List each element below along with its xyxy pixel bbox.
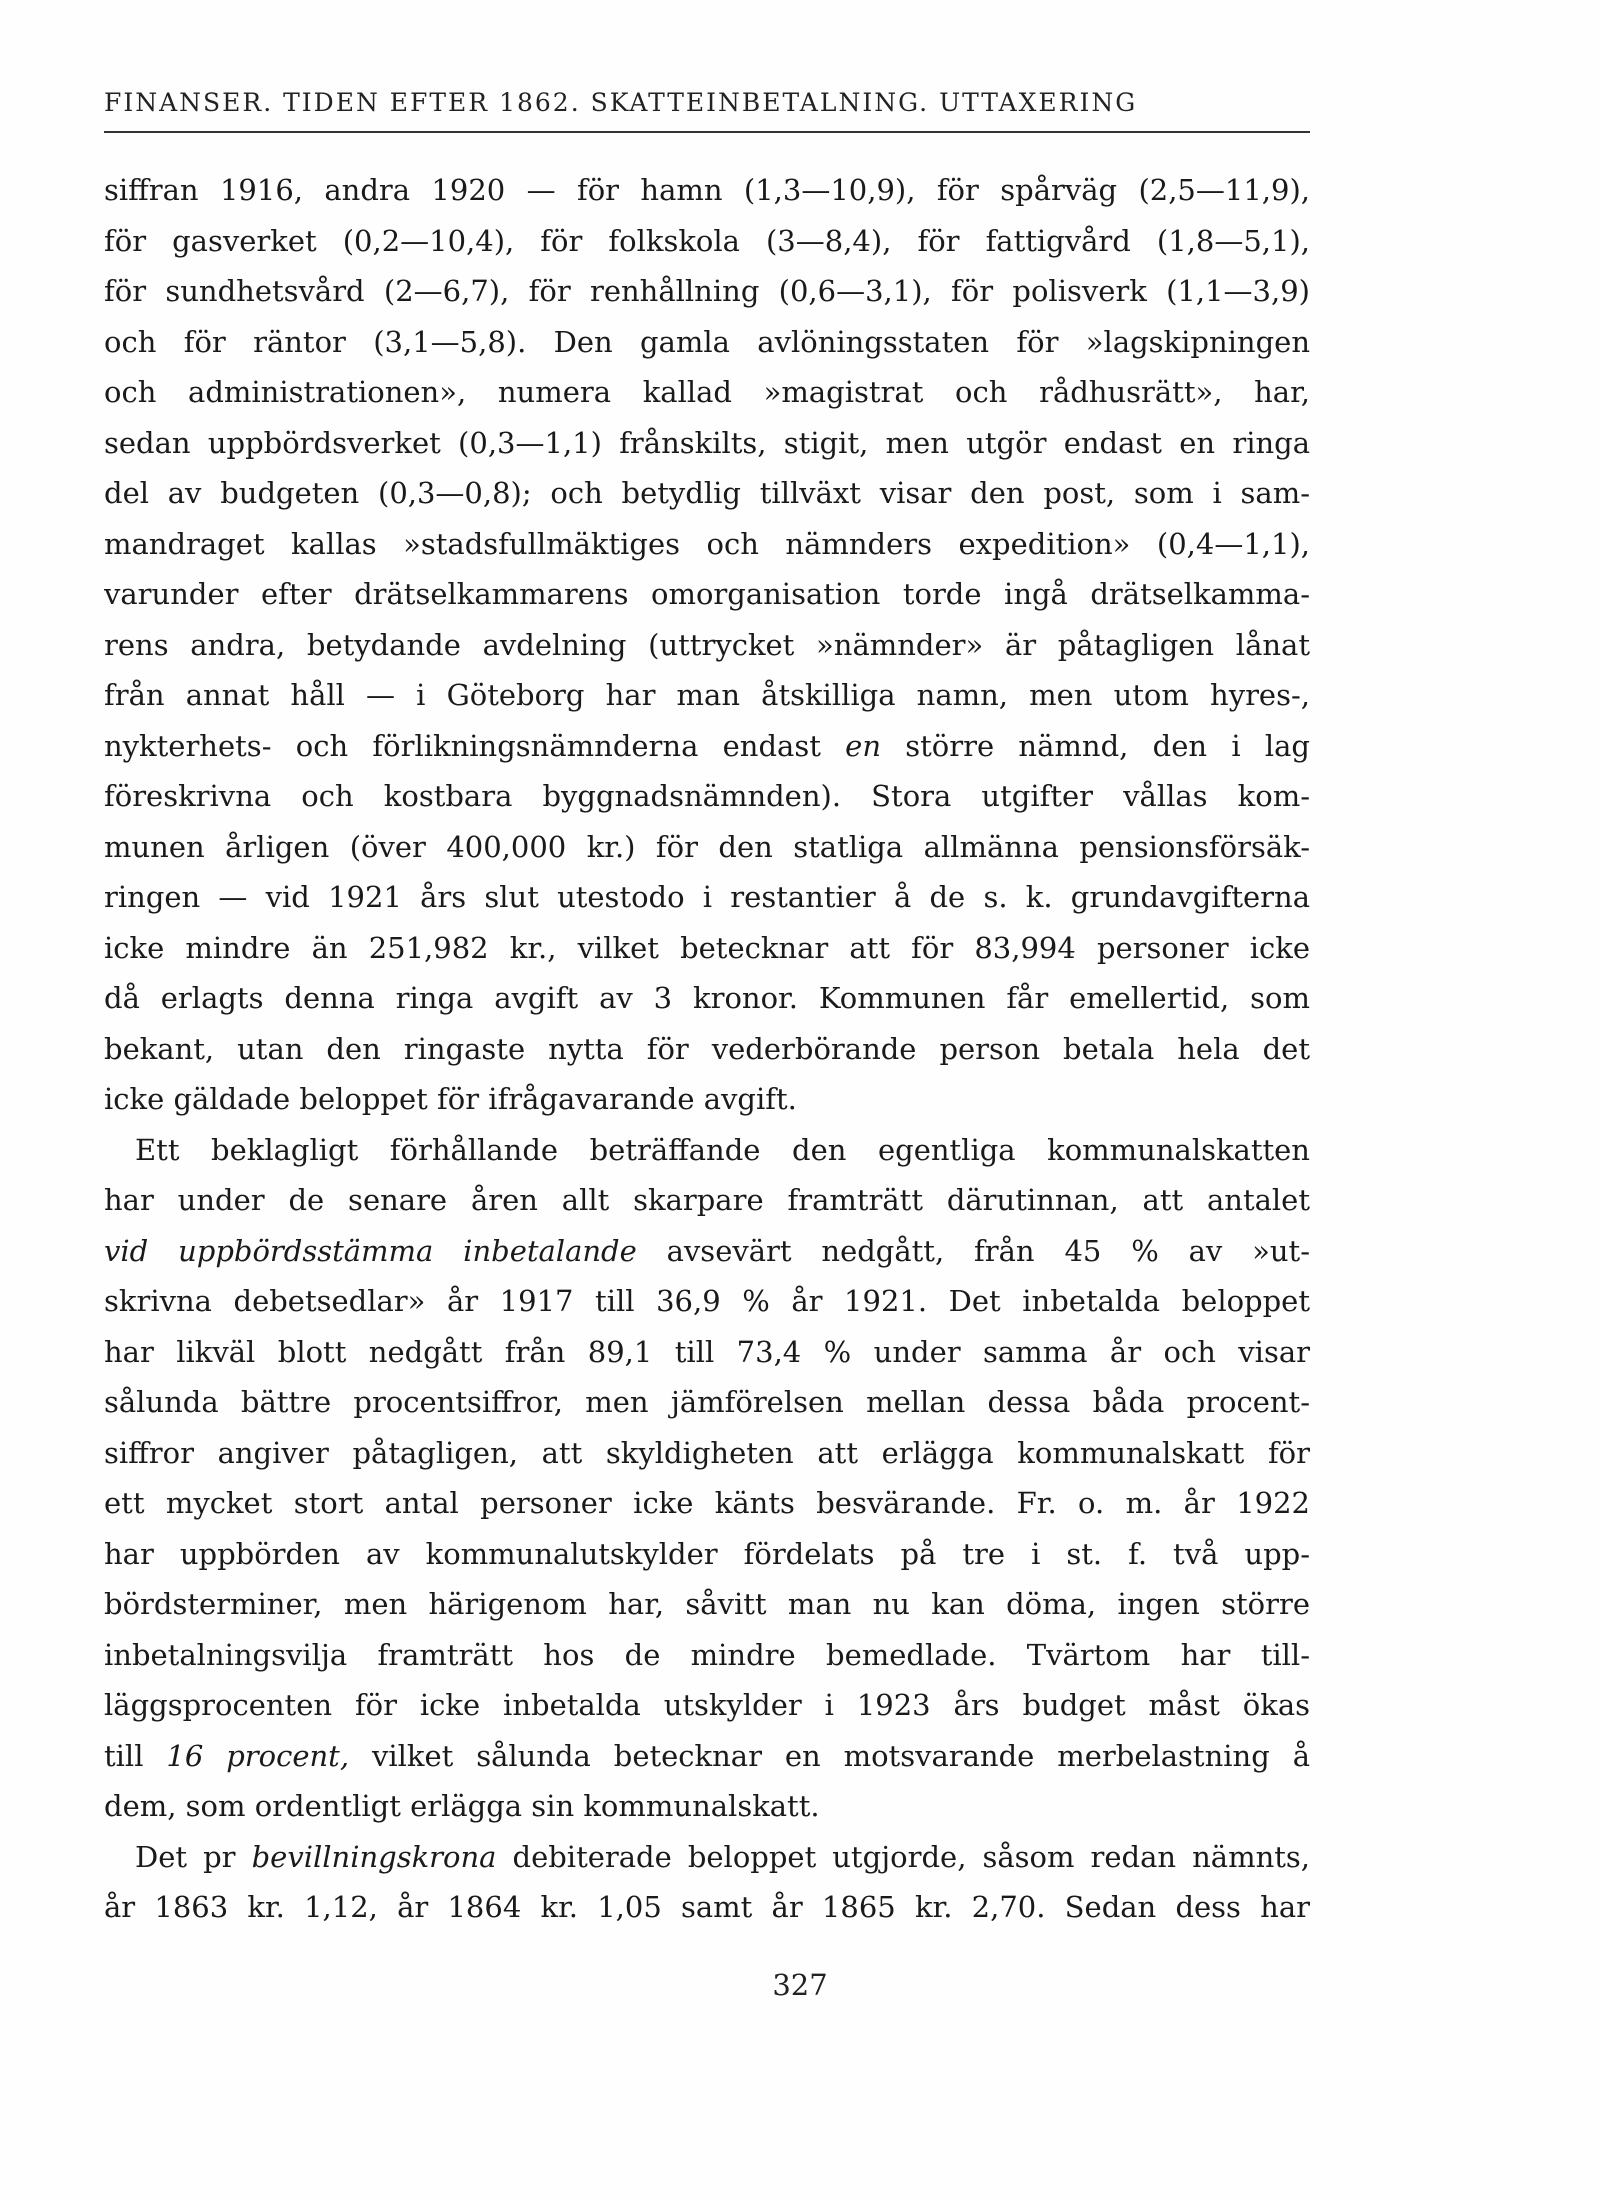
text-line: sålunda bättre procentsiffror, men jämförelsen mellan dessa båda procent- [104, 1385, 1310, 1419]
page-number: 327 [772, 1968, 828, 2002]
header-rule [104, 131, 1310, 133]
text-line: munen årligen (över 400,000 kr.) för den statliga allmänna pensionsförsäk- [104, 829, 1310, 864]
text-line: rens andra, betydande avdelning (uttrycket »nämnder» är påtagligen lånat [104, 627, 1310, 662]
emphasis: en [845, 728, 881, 763]
emphasis: vid uppbördsstämma inbetalande [104, 1233, 637, 1268]
text-line: nykterhets- och förlikningsnämnderna endast en större nämnd, den i lag [104, 728, 1310, 763]
text-line: och administrationen», numera kallad »magistrat och rådhusrätt», har, [104, 375, 1310, 409]
text-line: siffror angiver påtagligen, att skyldigheten att erlägga kommunalskatt för [104, 1435, 1310, 1470]
emphasis: 16 procent, [166, 1738, 350, 1773]
text-line: bördsterminer, men härigenom har, såvitt man nu kan döma, ingen större [104, 1587, 1310, 1621]
text-line: icke mindre än 251,982 kr., vilket betecknar att för 83,994 personer icke [104, 930, 1310, 965]
paragraph [104, 1125, 1310, 1832]
text-line: Ett beklagligt förhållande beträffande den egentliga kommunalskatten [135, 1132, 1310, 1167]
text-line: för gasverket (0,2—10,4), för folkskola (3—8,4), för fattigvård (1,8—5,1), [104, 223, 1310, 258]
emphasis: bevillningskrona [251, 1839, 497, 1874]
text-line: från annat håll — i Göteborg har man åtskilliga namn, men utom hyres-, [104, 678, 1310, 712]
text-line: mandraget kallas »stadsfullmäktiges och nämnders expedition» (0,4—1,1), [104, 526, 1310, 561]
text-line: har uppbörden av kommunalutskylder fördelats på tre i st. f. två upp- [104, 1536, 1310, 1571]
paragraph [104, 165, 1310, 1125]
text-line: för sundhetsvård (2—6,7), för renhållning (0,6—3,1), för polisverk (1,1—3,9) [104, 274, 1310, 308]
text-line: ringen — vid 1921 års slut utestodo i restantier å de s. k. grundavgifterna [104, 880, 1310, 914]
body-text [104, 165, 1310, 1933]
text-line: varunder efter drätselkammarens omorganisation torde ingå drätselkamma- [104, 577, 1310, 611]
text-line: bekant, utan den ringaste nytta för vederbörande person betala hela det [104, 1031, 1310, 1066]
text-line: icke gäldade beloppet för ifrågavarande avgift. [104, 1082, 797, 1116]
running-head: FINANSER. TIDEN EFTER 1862. SKATTEINBETALNING. UTTAXERING [104, 88, 1138, 117]
text-line: till 16 procent, vilket sålunda betecknar en motsvarande merbelastning å [104, 1738, 1310, 1773]
text-line: vid uppbördsstämma inbetalande avsevärt nedgått, från 45 % av »ut- [104, 1233, 1310, 1268]
text-line: del av budgeten (0,3—0,8); och betydlig tillväxt visar den post, som i sam- [104, 476, 1310, 510]
text-line: dem, som ordentligt erlägga sin kommunalskatt. [104, 1789, 820, 1823]
text-line: föreskrivna och kostbara byggnadsnämnden). Stora utgifter vållas kom- [104, 779, 1310, 813]
text-line: skrivna debetsedlar» år 1917 till 36,9 % år 1921. Det inbetalda beloppet [104, 1284, 1310, 1318]
text-line: inbetalningsvilja framträtt hos de mindre bemedlade. Tvärtom har till- [104, 1637, 1310, 1672]
paragraph [104, 1832, 1310, 1933]
text-line: siffran 1916, andra 1920 — för hamn (1,3—10,9), för spårväg (2,5—11,9), [104, 173, 1310, 207]
text-line: läggsprocenten för icke inbetalda utskylder i 1923 års budget måst ökas [104, 1688, 1310, 1722]
text-line: ett mycket stort antal personer icke känts besvärande. Fr. o. m. år 1922 [104, 1486, 1310, 1520]
text-line: Det pr bevillningskrona debiterade beloppet utgjorde, såsom redan nämnts, [135, 1839, 1310, 1874]
text-line: år 1863 kr. 1,12, år 1864 kr. 1,05 samt år 1865 kr. 2,70. Sedan dess har [104, 1890, 1310, 1924]
text-line: då erlagts denna ringa avgift av 3 kronor. Kommunen får emellertid, som [104, 981, 1310, 1015]
text-line: har under de senare åren allt skarpare framträtt därutinnan, att antalet [104, 1183, 1310, 1217]
text-line: har likväl blott nedgått från 89,1 till 73,4 % under samma år och visar [104, 1334, 1310, 1369]
text-line: sedan uppbördsverket (0,3—1,1) frånskilts, stigit, men utgör endast en ringa [104, 425, 1310, 460]
text-line: och för räntor (3,1—5,8). Den gamla avlöningsstaten för »lagskipningen [104, 324, 1310, 359]
